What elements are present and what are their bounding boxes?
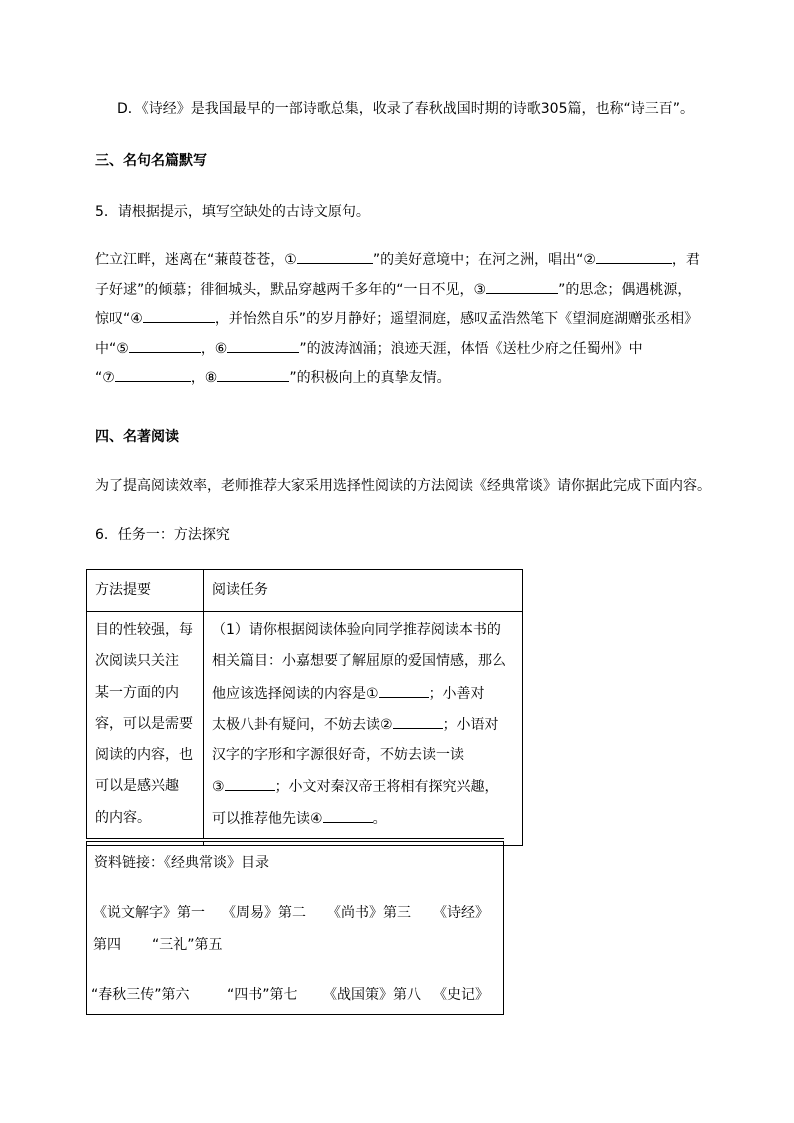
answer-blank-1[interactable]	[297, 249, 373, 264]
passage-line-5: “⑦ ，⑧ ”的积极向上的真挚友情。	[95, 367, 705, 397]
header-task: 阅读任务	[204, 570, 523, 612]
toc-item: 第四	[93, 937, 121, 953]
toc-item: “三礼”第五	[152, 937, 223, 953]
answer-blank-4[interactable]	[143, 308, 215, 323]
task-blank-2[interactable]	[393, 714, 443, 729]
option-d: D．《诗经》是我国最早的一部诗歌总集，收录了春秋战国时期的诗歌305篇，也称“诗三百”。	[117, 101, 695, 117]
answer-blank-2[interactable]	[596, 249, 672, 264]
answer-blank-8[interactable]	[217, 367, 289, 382]
passage-line-3: 惊叹“④ ，并怡然自乐”的岁月静好；遥望洞庭，感叹孟浩然笔下《望洞庭湖赠张丞相》	[95, 308, 705, 338]
section-3-title: 三、名句名篇默写	[95, 153, 207, 169]
question-6-title: 6．任务一：方法探究	[95, 527, 230, 543]
toc-item: 《尚书》第三	[327, 905, 411, 921]
answer-blank-7[interactable]	[115, 367, 191, 382]
table-header-row	[87, 570, 523, 612]
toc-item: 《诗经》	[433, 905, 489, 921]
toc-item: “四书”第七	[227, 987, 298, 1003]
passage-line-2: 子好逑”的倾慕；徘徊城头，默品穿越两千多年的“一日不见，③ ”的思念；偶遇桃源，	[95, 279, 705, 309]
toc-item: “春秋三传”第六	[91, 987, 190, 1003]
toc-item: 《周易》第二	[222, 905, 306, 921]
reading-intro: 为了提高阅读效率，老师推荐大家采用选择性阅读的方法阅读《经典常谈》请你据此完成下面内容。	[95, 478, 711, 494]
resource-box	[86, 841, 504, 1015]
passage-line-1: 伫立江畔，迷离在“蒹葭苍苍，① ”的美好意境中；在河之洲，唱出“② ，君	[95, 249, 705, 279]
reading-task: （1）请你根据阅读体验向同学推荐阅读本书的 相关篇目：小嘉想要了解屈原的爱国情感，那么 他应该选择阅读的内容是① ；小善对 太极八卦有疑问，不妨去读② ；小语对 汉字的字形和字源很好奇，不妨去读一读 ③ ；小文对秦汉帝王将相有探究兴趣， 可以推荐他先读④ 。	[204, 612, 523, 846]
method-description: 目的性较强，每 次阅读只关注 某一方面的内 容，可以是需要 阅读的内容，也 可以是感兴趣 的内容。	[87, 612, 204, 846]
question-5-passage	[95, 249, 705, 397]
answer-blank-3[interactable]	[486, 279, 558, 294]
answer-blank-6[interactable]	[227, 338, 299, 353]
question-5-prompt: 5．请根据提示，填写空缺处的古诗文原句。	[95, 204, 370, 220]
answer-blank-5[interactable]	[129, 338, 201, 353]
header-method: 方法提要	[87, 570, 204, 612]
table-row	[87, 612, 523, 846]
toc-item: 《战国策》第八	[323, 987, 421, 1003]
method-table	[86, 569, 523, 846]
section-4-title: 四、名著阅读	[95, 429, 179, 445]
task-blank-3[interactable]	[225, 776, 275, 791]
task-blank-1[interactable]	[379, 683, 429, 698]
resource-title: 资料链接：《经典常谈》目录	[94, 855, 269, 871]
passage-line-4: 中“⑤ ，⑥ ”的波涛汹涌；浪迹天涯，体悟《送杜少府之任蜀州》中	[95, 338, 705, 368]
toc-item: 《史记》	[433, 987, 489, 1003]
toc-item: 《说文解字》第一	[93, 905, 205, 921]
task-blank-4[interactable]	[323, 808, 373, 823]
